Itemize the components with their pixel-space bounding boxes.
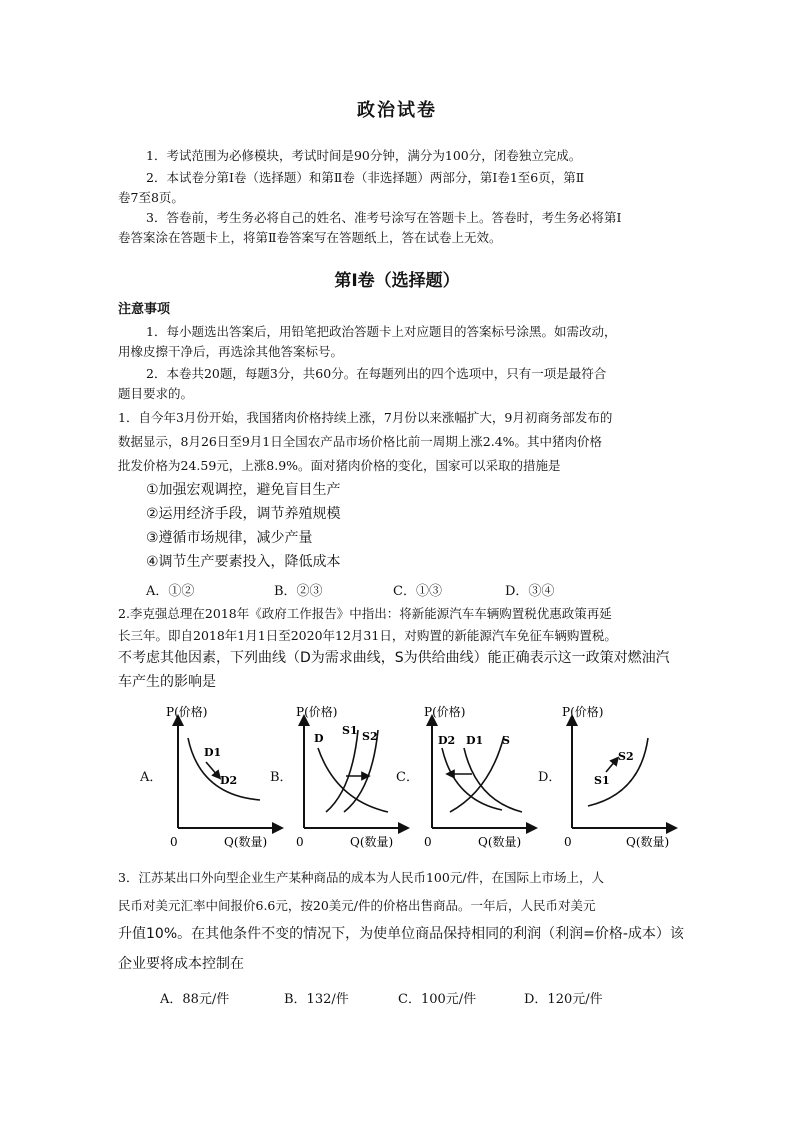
q1-option-b: B．②③ xyxy=(274,584,323,599)
x-axis-label: Q(数量) xyxy=(224,835,268,849)
q1-option-c: C．①③ xyxy=(393,584,442,599)
y-axis-label: P(价格) xyxy=(562,705,604,719)
q1-item: ①加强宏观调控，避免盲目生产 xyxy=(146,482,341,498)
curve-label: D1 xyxy=(466,734,484,747)
q1-option-a: A．①② xyxy=(146,584,195,599)
curve-label: D xyxy=(314,732,324,745)
q1-stem-line: 批发价格为24.59元，上涨8.9%。面对猪肉价格的变化，国家可以采取的措施是 xyxy=(118,458,561,473)
y-axis-label: P(价格) xyxy=(166,705,208,719)
q3-stem-line: 企业要将成本控制在 xyxy=(118,956,244,972)
page-title: 政治试卷 xyxy=(357,100,437,121)
curve-label: D2 xyxy=(220,774,238,787)
curve-label: S2 xyxy=(618,750,634,763)
supply-curve xyxy=(588,738,648,806)
q2-stem-line: 车产生的影响是 xyxy=(118,674,216,690)
q2-graph-c-label: C． xyxy=(396,770,419,785)
q1-item: ③遵循市场规律，减少产量 xyxy=(146,530,313,546)
curve-label: S1 xyxy=(342,724,358,737)
origin-label: 0 xyxy=(170,835,178,849)
q1-stem-line: 数据显示，8月26日至9月1日全国农产品市场价格比前一周期上涨2.4%。其中猪肉价格 xyxy=(118,434,603,449)
section-title: 第Ⅰ卷（选择题） xyxy=(334,271,460,291)
q3-option-a: A．88元/件 xyxy=(160,992,230,1007)
y-axis-label: P(价格) xyxy=(296,705,338,719)
x-axis-label: Q(数量) xyxy=(350,835,394,849)
origin-label: 0 xyxy=(296,835,304,849)
instruction-line: 卷7至8页。 xyxy=(118,190,184,205)
notes-heading: 注意事项 xyxy=(118,302,171,317)
x-axis-label: Q(数量) xyxy=(478,835,522,849)
curve-label: S2 xyxy=(362,730,378,743)
demand-curve xyxy=(464,748,522,812)
notes-line: 题目要求的。 xyxy=(118,386,194,401)
curve-label: D1 xyxy=(204,746,222,759)
q2-graph-c xyxy=(414,700,544,850)
curve-label: S1 xyxy=(594,774,610,787)
curve-label: D2 xyxy=(438,734,456,747)
demand-curve xyxy=(442,748,502,810)
q1-stem-line: 1．自今年3月份开始，我国猪肉价格持续上涨，7月份以来涨幅扩大，9月初商务部发布的 xyxy=(118,410,613,425)
q3-option-b: B．132/件 xyxy=(284,992,349,1007)
shift-arrow xyxy=(206,762,218,776)
curve-label: S xyxy=(502,734,510,747)
notes-line: 1．每小题选出答案后，用铅笔把政治答题卡上对应题目的答案标号涂黑。如需改动， xyxy=(146,324,617,339)
notes-line: 2．本卷共20题，每题3分，共60分。在每题列出的四个选项中，只有一项是最符合 xyxy=(146,366,607,381)
supply-curve xyxy=(326,730,358,812)
y-axis-label: P(价格) xyxy=(424,705,466,719)
instruction-line: 卷答案涂在答题卡上，将第Ⅱ卷答案写在答题纸上，答在试卷上无效。 xyxy=(118,230,502,245)
demand-curve xyxy=(188,738,260,800)
q3-stem-line: 民币对美元汇率中间报价6.6元，按20美元/件的价格出售商品。一年后，人民币对美元 xyxy=(118,898,596,913)
q3-stem-line: 升值10%。在其他条件不变的情况下，为使单位商品保持相同的利润（利润=价格-成本）该 xyxy=(118,926,684,942)
q2-stem-line: 长三年。即自2018年1月1日至2020年12月31日，对购置的新能源汽车免征车辆购置税。 xyxy=(118,628,617,643)
shift-arrow xyxy=(606,760,616,772)
q1-option-d: D．③④ xyxy=(505,584,555,599)
q2-graph-b-label: B． xyxy=(270,770,293,785)
q1-item: ④调节生产要素投入，降低成本 xyxy=(146,554,341,570)
instruction-line: 1．考试范围为必修模块，考试时间是90分钟，满分为100分，闭卷独立完成。 xyxy=(146,148,582,163)
origin-label: 0 xyxy=(564,835,572,849)
q2-graph-a-label: A． xyxy=(140,770,163,785)
instruction-line: 3．答卷前，考生务必将自己的姓名、准考号涂写在答题卡上。答卷时，考生务必将第Ⅰ xyxy=(146,210,622,225)
instruction-line: 2．本试卷分第Ⅰ卷（选择题）和第Ⅱ卷（非选择题）两部分，第Ⅰ卷1至6页，第Ⅱ xyxy=(146,170,585,185)
q3-option-d: D．120元/件 xyxy=(524,992,603,1007)
q1-item: ②运用经济手段，调节养殖规模 xyxy=(146,506,341,522)
origin-label: 0 xyxy=(424,835,432,849)
q2-stem-line: 不考虑其他因素，下列曲线（D为需求曲线，S为供给曲线）能正确表示这一政策对燃油汽 xyxy=(118,650,670,666)
q2-stem-line: 2.李克强总理在2018年《政府工作报告》中指出：将新能源汽车车辆购置税优惠政策再延 xyxy=(118,606,612,621)
x-axis-label: Q(数量) xyxy=(626,835,670,849)
q3-stem-line: 3．江苏某出口外向型企业生产某种商品的成本为人民币100元/件，在国际上市场上，人 xyxy=(118,870,605,885)
notes-line: 用橡皮擦干净后，再选涂其他答案标号。 xyxy=(118,344,344,359)
q2-graph-d-label: D． xyxy=(538,770,562,785)
q2-graph-d xyxy=(554,700,684,850)
q3-option-c: C．100元/件 xyxy=(398,992,477,1007)
